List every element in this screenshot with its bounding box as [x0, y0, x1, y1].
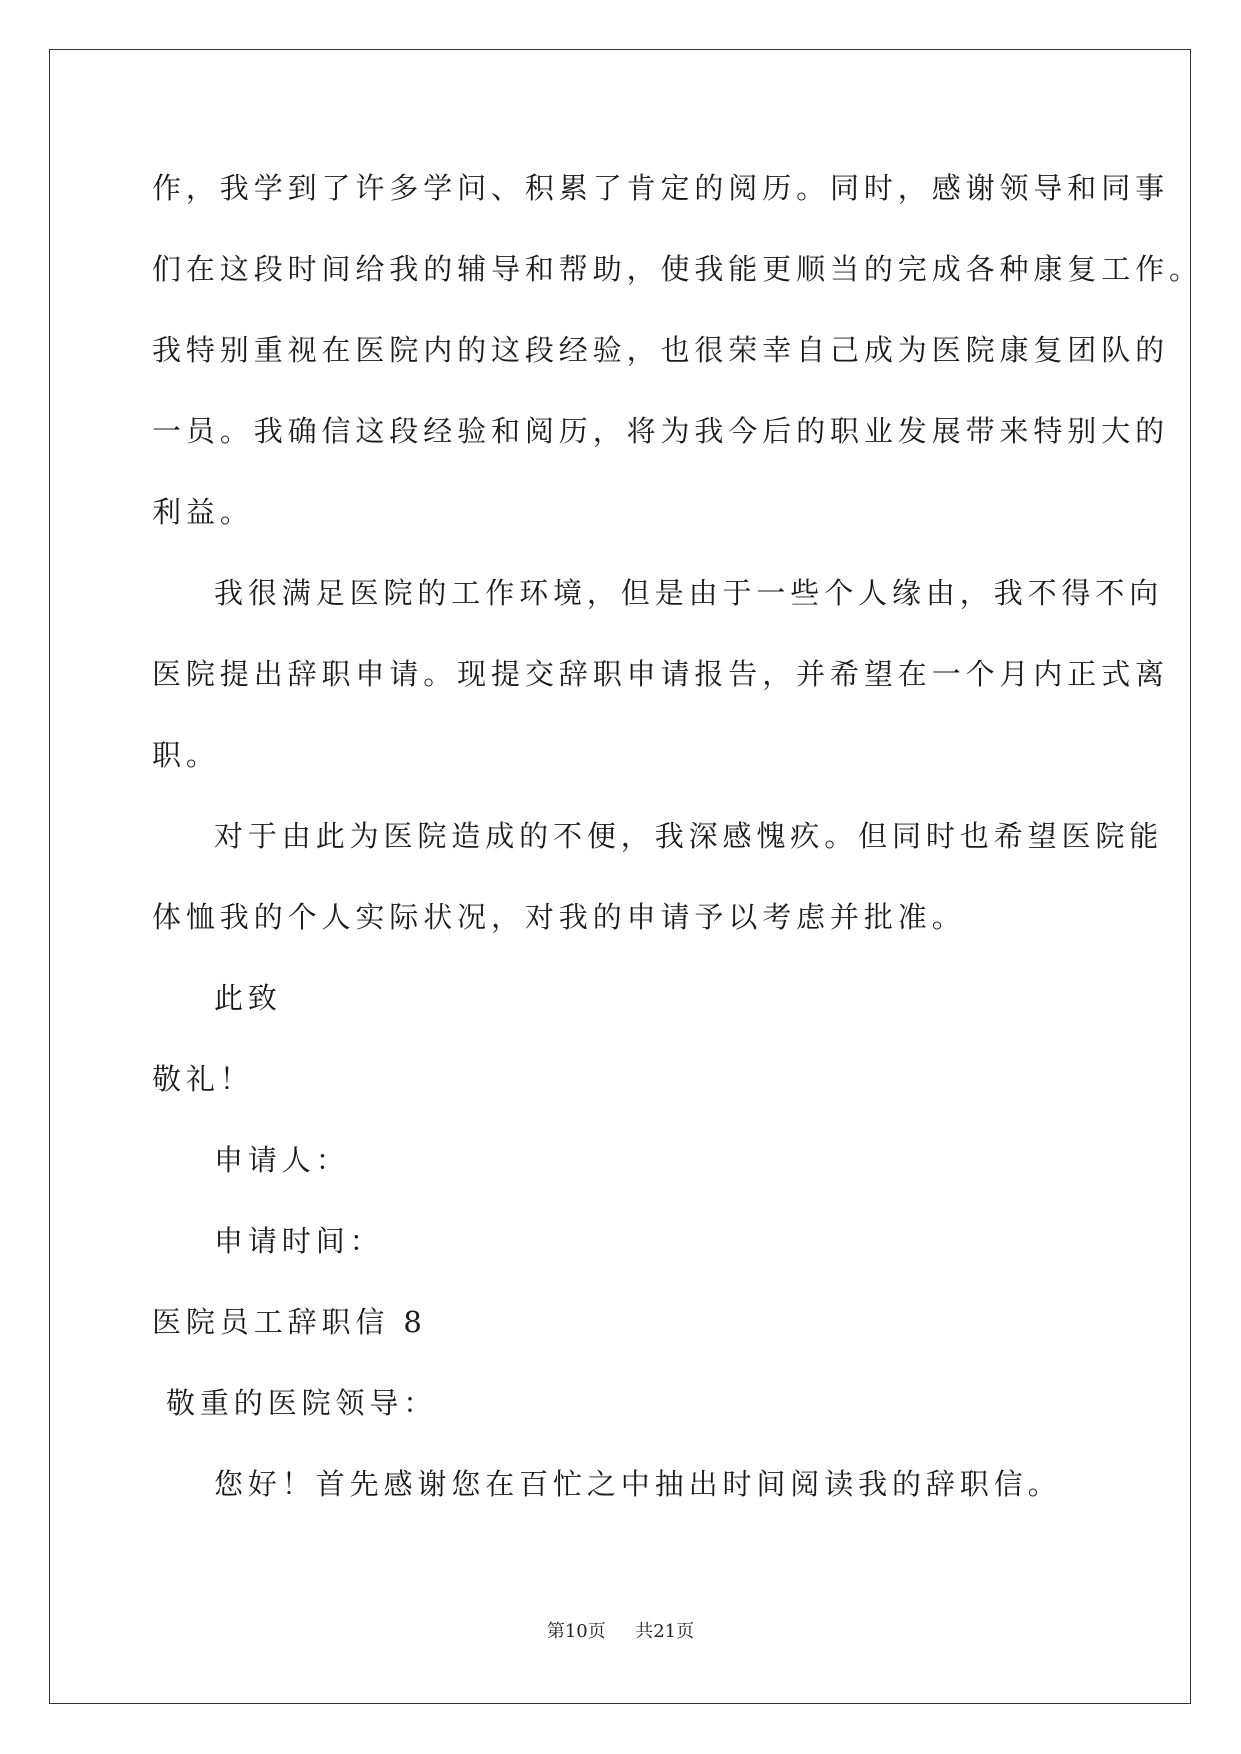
body-line-8: 职。: [152, 738, 220, 772]
body-line-3: 我特别重视在医院内的这段经验，也很荣幸自己成为医院康复团队的: [152, 333, 1170, 367]
page-border: [49, 49, 1191, 1704]
page-prefix: 第: [546, 1621, 565, 1642]
closing-salutation: 此致: [214, 981, 282, 1015]
page-number: 10: [564, 1621, 588, 1642]
body-line-2: 们在这段时间给我的辅导和帮助，使我能更顺当的完成各种康复工作。: [152, 252, 1203, 286]
body-line-1: 作，我学到了许多学问、积累了肯定的阅历。同时，感谢领导和同事: [152, 171, 1170, 205]
application-date-label: 申请时间：: [214, 1224, 384, 1258]
total-prefix: 共: [635, 1621, 654, 1642]
page-footer: [0, 1617, 1241, 1643]
total-pages: 21: [653, 1621, 677, 1642]
body-line-9: 对于由此为医院造成的不便，我深感愧疚。但同时也希望医院能: [214, 819, 1164, 853]
total-suffix: 页: [676, 1621, 695, 1642]
body-line-5: 利益。: [152, 495, 254, 529]
body-line-7: 医院提出辞职申请。现提交辞职申请报告，并希望在一个月内正式离: [152, 657, 1170, 691]
letter-opening: 您好！首先感谢您在百忙之中抽出时间阅读我的辞职信。: [214, 1467, 1062, 1501]
body-line-10: 体恤我的个人实际状况，对我的申请予以考虑并批准。: [152, 900, 966, 934]
body-line-6: 我很满足医院的工作环境，但是由于一些个人缘由，我不得不向: [214, 576, 1164, 610]
page-suffix: 页: [587, 1621, 606, 1642]
closing-regards: 敬礼！: [152, 1062, 254, 1096]
section-heading: 医院员工辞职信 8: [152, 1305, 427, 1339]
body-line-4: 一员。我确信这段经验和阅历，将为我今后的职业发展带来特别大的: [152, 414, 1170, 448]
applicant-label: 申请人：: [214, 1143, 350, 1177]
letter-greeting: 敬重的医院领导：: [166, 1386, 438, 1420]
